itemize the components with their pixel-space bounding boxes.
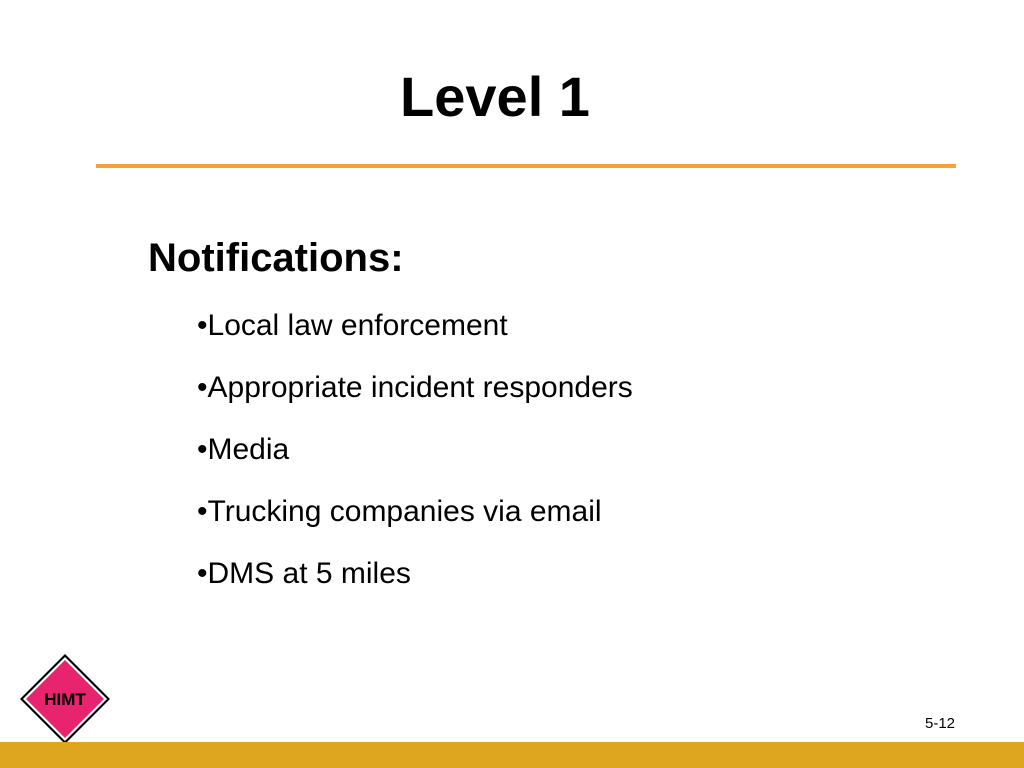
footer-bar [0,742,1024,768]
list-item: •Appropriate incident responders [197,371,633,404]
slide-title: Level 1 [400,65,590,128]
list-item: •Local law enforcement [197,309,508,342]
section-heading: Notifications: [148,236,404,280]
diamond-sign-icon [18,652,112,746]
page-number: 5-12 [924,715,956,732]
title-divider [96,164,956,168]
bullet-list [197,304,633,614]
list-item: •DMS at 5 miles [197,557,411,590]
himt-logo [18,652,112,746]
list-item: •Media [197,433,290,466]
list-item: •Trucking companies via email [197,495,602,528]
logo-text: HIMT [44,690,86,709]
